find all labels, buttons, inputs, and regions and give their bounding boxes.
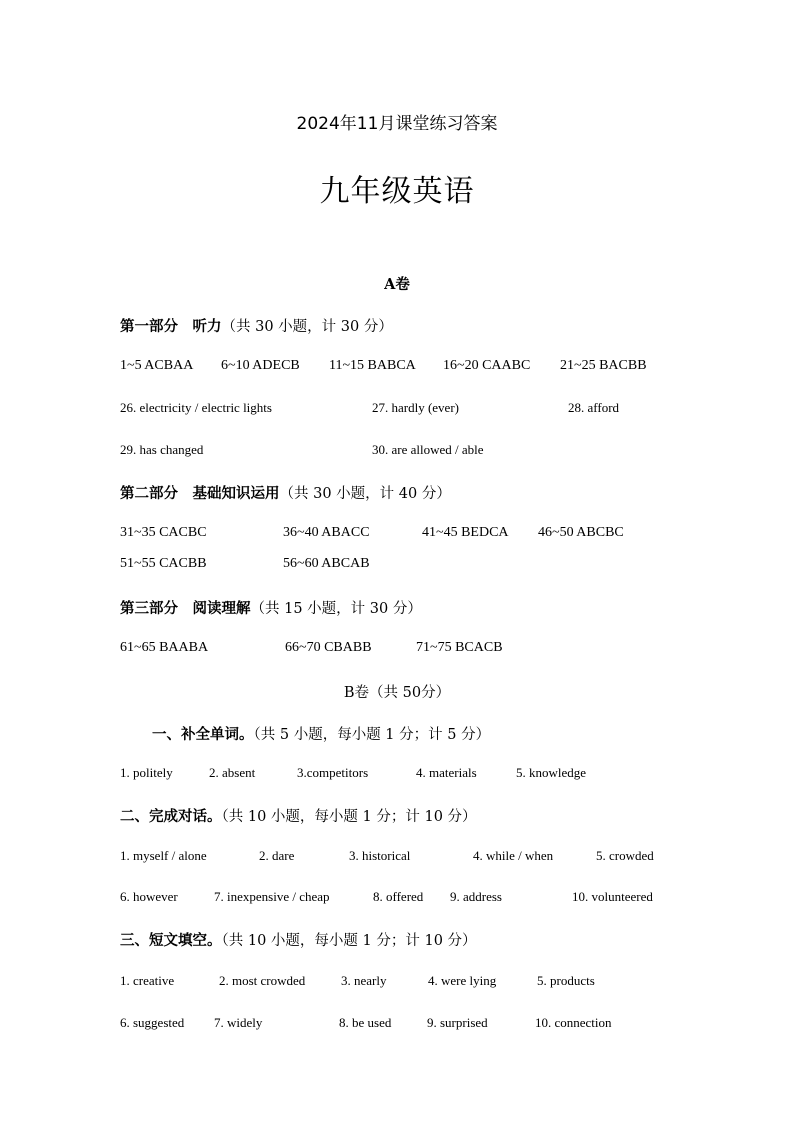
sec2-detail: （共 10 小题，每小题 1 分；计 10 分） bbox=[221, 809, 477, 825]
sec2-answer: 8. offered bbox=[373, 889, 424, 904]
part1-answer: 28. afford bbox=[568, 400, 620, 415]
sec1-answer: 5. knowledge bbox=[516, 765, 587, 780]
sec3-title: 三、短文填空。 bbox=[120, 932, 222, 949]
part2-heading bbox=[120, 482, 451, 503]
sec2-answer: 6. however bbox=[120, 889, 178, 904]
sec3-answer: 2. most crowded bbox=[219, 973, 306, 988]
sec1-title: 一、补全单词。 bbox=[152, 726, 254, 743]
part1-heading bbox=[120, 315, 393, 336]
sec2-answer: 9. address bbox=[450, 889, 502, 904]
sec2-answer: 7. inexpensive / cheap bbox=[214, 889, 330, 904]
part1-answer: 30. are allowed / able bbox=[372, 442, 484, 457]
sec2-answer: 1. myself / alone bbox=[120, 848, 207, 863]
part3-answer: 71~75 BCACB bbox=[416, 640, 503, 655]
sec1-answer: 3.competitors bbox=[297, 765, 369, 780]
sec1-detail: （共 5 小题，每小题 1 分；计 5 分） bbox=[253, 727, 491, 743]
part2-answer: 56~60 ABCAB bbox=[283, 556, 370, 571]
sec3-answer: 6. suggested bbox=[120, 1015, 185, 1030]
sec3-answer: 7. widely bbox=[214, 1015, 263, 1030]
part2-answer: 41~45 BEDCA bbox=[422, 525, 509, 540]
part1-answer: 29. has changed bbox=[120, 442, 204, 457]
sec3-heading bbox=[120, 929, 477, 950]
part2-title: 第二部分 基础知识运用 bbox=[120, 485, 280, 502]
part1-detail: （共 30 小题，计 30 分） bbox=[221, 319, 393, 335]
volume-a-label: A卷 bbox=[384, 276, 410, 293]
sec3-answer: 8. be used bbox=[339, 1015, 392, 1030]
sec2-answer: 3. historical bbox=[349, 848, 411, 863]
part2-answer: 36~40 ABACC bbox=[283, 525, 370, 540]
sec2-title: 二、完成对话。 bbox=[120, 808, 222, 825]
sec3-answer: 3. nearly bbox=[341, 973, 387, 988]
part2-answer: 31~35 CACBC bbox=[120, 525, 207, 540]
part1-answer: 6~10 ADECB bbox=[221, 358, 300, 373]
part3-heading bbox=[120, 597, 422, 618]
sec3-answer: 4. were lying bbox=[428, 973, 497, 988]
part1-title: 第一部分 听力 bbox=[120, 318, 222, 335]
part2-answer: 51~55 CACBB bbox=[120, 556, 207, 571]
sec2-answer: 5. crowded bbox=[596, 848, 654, 863]
sec1-answer: 4. materials bbox=[416, 765, 477, 780]
part1-answer: 26. electricity / electric lights bbox=[120, 400, 272, 415]
part2-answer: 46~50 ABCBC bbox=[538, 525, 624, 540]
page-title: 九年级英语 bbox=[319, 174, 475, 209]
sec2-heading bbox=[120, 805, 477, 826]
sec3-answer: 1. creative bbox=[120, 973, 175, 988]
page-subtitle: 2024年11月课堂练习答案 bbox=[296, 114, 498, 134]
sec3-answer: 10. connection bbox=[535, 1015, 612, 1030]
sec2-answer: 4. while / when bbox=[473, 848, 554, 863]
sec1-answer: 2. absent bbox=[209, 765, 256, 780]
part1-answer: 11~15 BABCA bbox=[329, 358, 416, 373]
sec3-detail: （共 10 小题，每小题 1 分；计 10 分） bbox=[221, 933, 477, 949]
sec2-answer: 2. dare bbox=[259, 848, 295, 863]
part1-answer: 21~25 BACBB bbox=[560, 358, 647, 373]
part1-answer: 1~5 ACBAA bbox=[120, 358, 194, 373]
part3-title: 第三部分 阅读理解 bbox=[120, 600, 251, 617]
sec3-answer: 5. products bbox=[537, 973, 595, 988]
part3-answer: 61~65 BAABA bbox=[120, 640, 209, 655]
part3-answer: 66~70 CBABB bbox=[285, 640, 372, 655]
volume-b-label: B卷（共 50分） bbox=[343, 685, 451, 701]
sec1-answer: 1. politely bbox=[120, 765, 173, 780]
part2-detail: （共 30 小题，计 40 分） bbox=[279, 486, 451, 502]
sec3-answer: 9. surprised bbox=[427, 1015, 488, 1030]
sec1-heading bbox=[152, 723, 490, 744]
sec2-answer: 10. volunteered bbox=[572, 889, 653, 904]
part3-detail: （共 15 小题，计 30 分） bbox=[250, 601, 422, 617]
part1-answer: 27. hardly (ever) bbox=[372, 400, 459, 415]
part1-answer: 16~20 CAABC bbox=[443, 358, 531, 373]
